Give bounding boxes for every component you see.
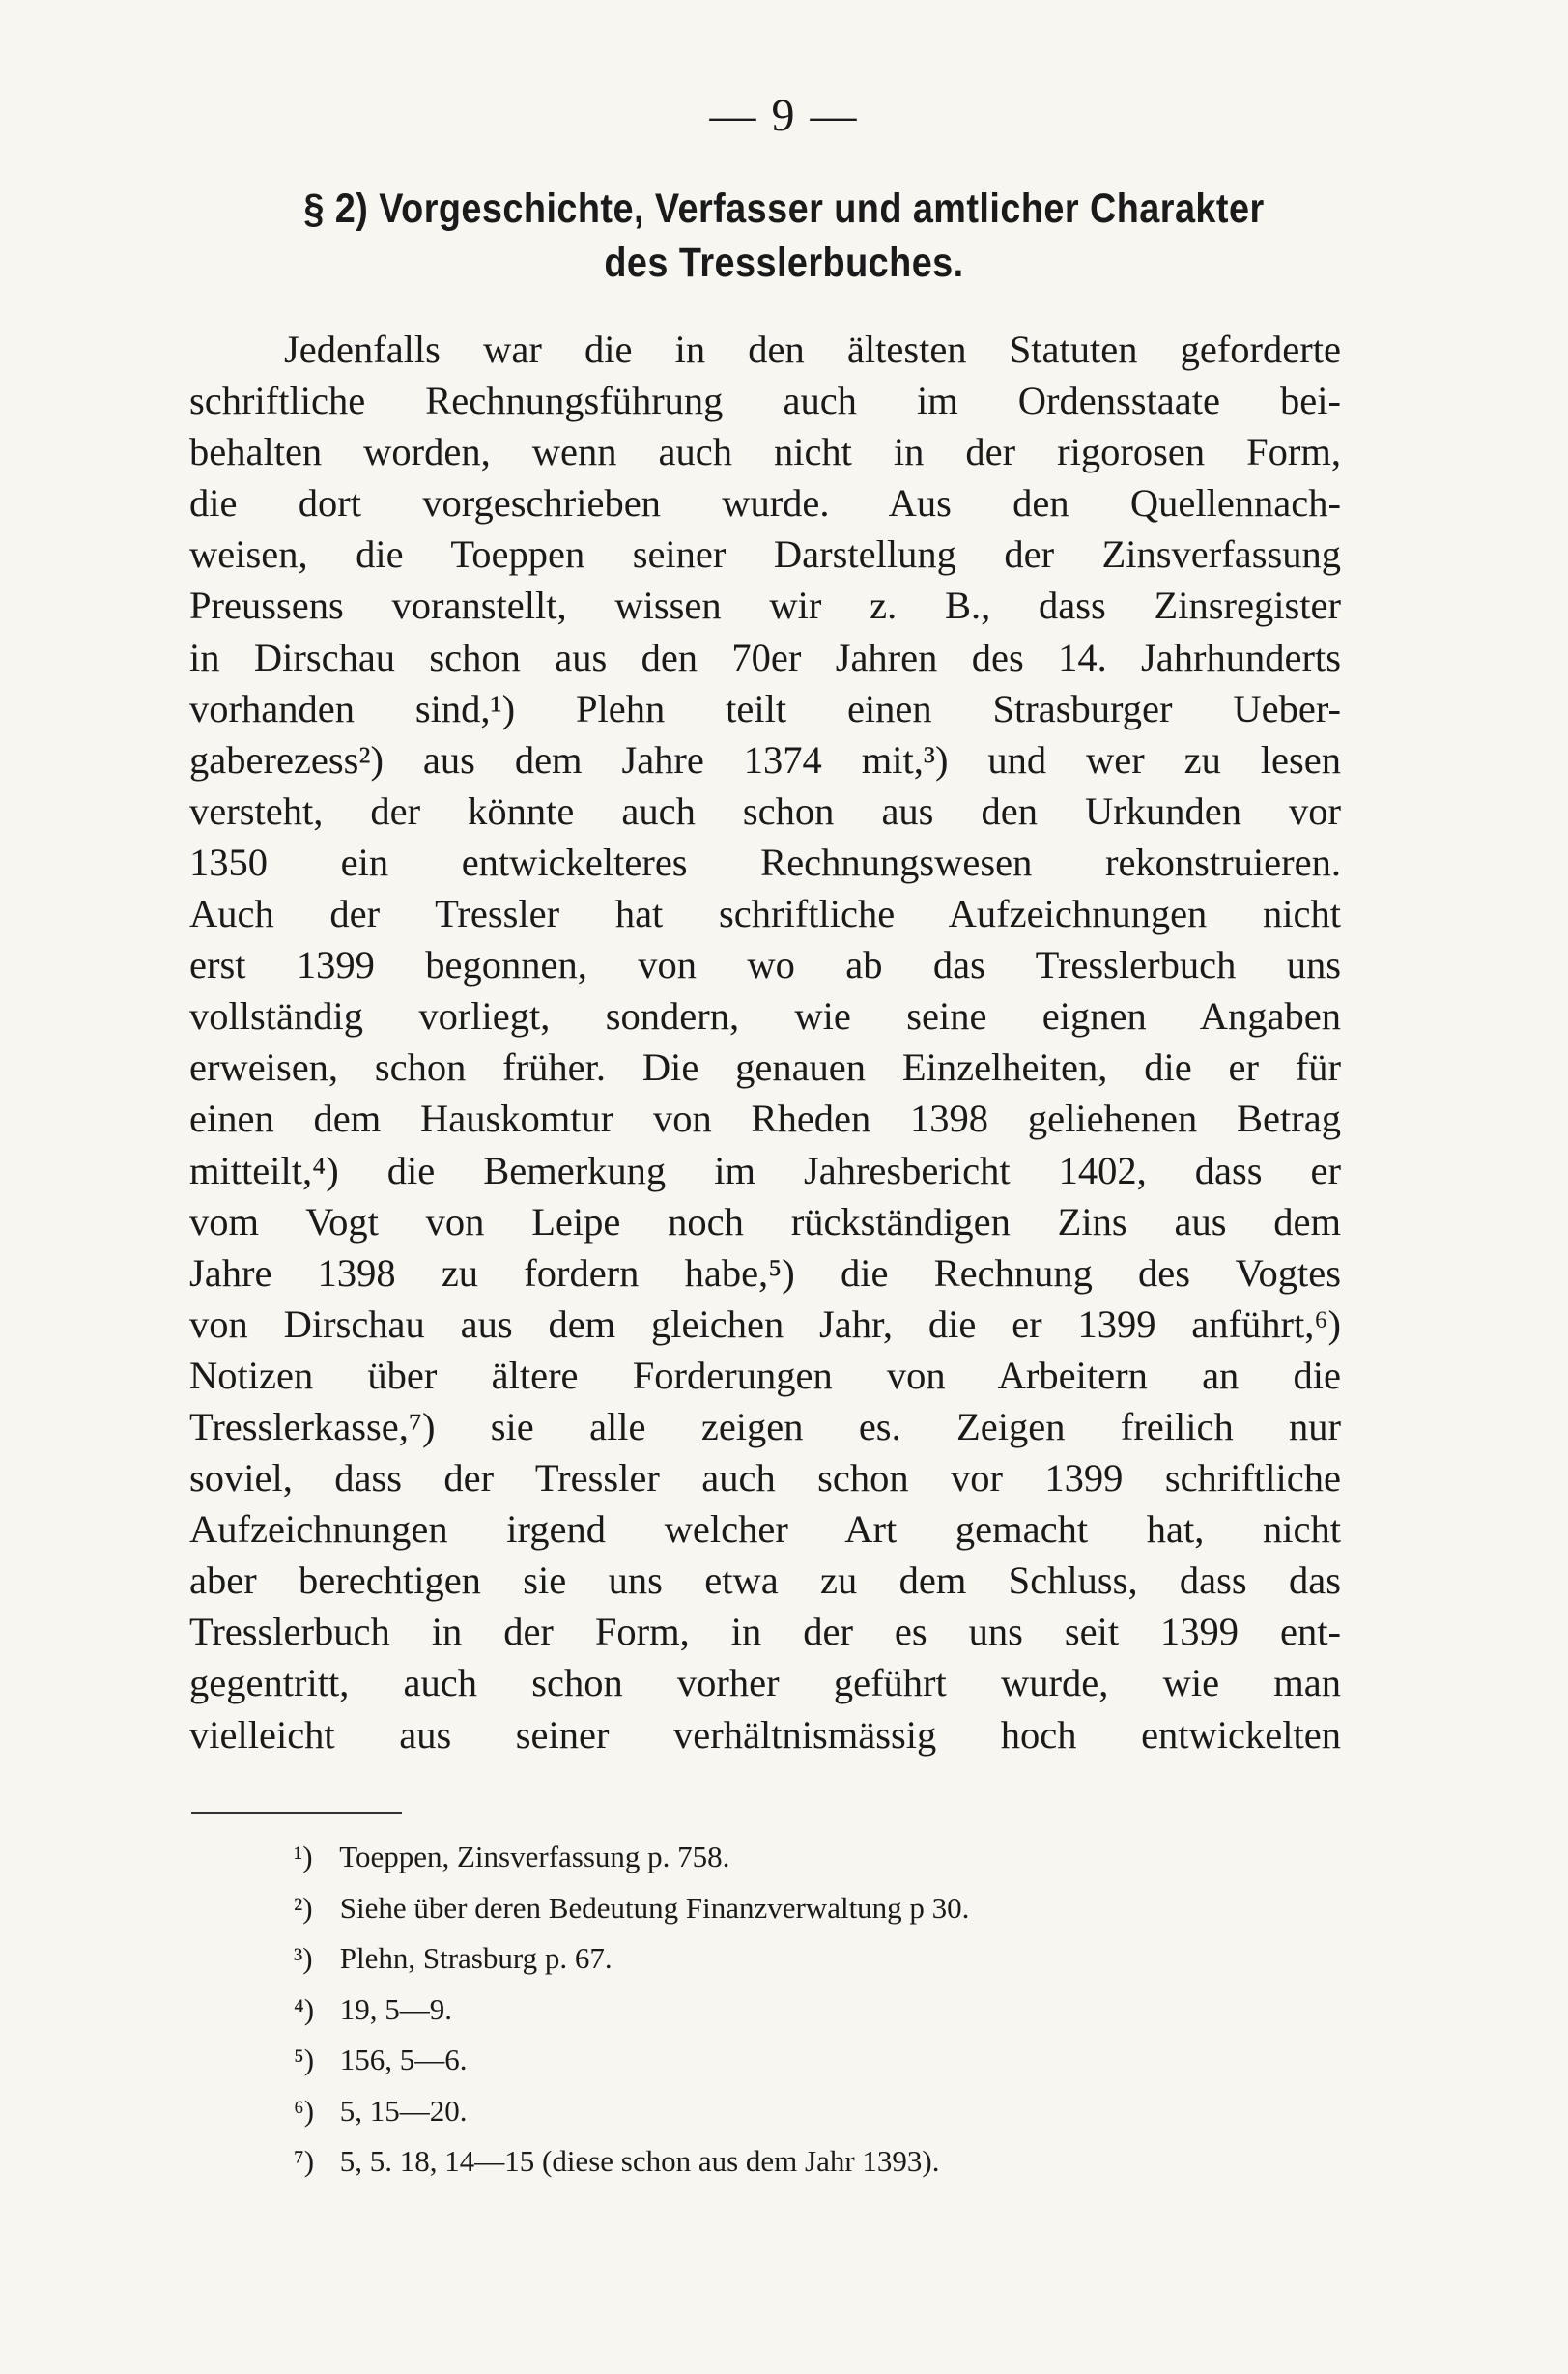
footnote-text: 156, 5—6.: [339, 2043, 468, 2076]
section-heading-line-2: des Tresslerbuches.: [604, 240, 964, 286]
body-paragraph: [189, 324, 1341, 1760]
footnote-mark: ²): [294, 1890, 313, 1925]
body-line: Tresslerbuch in der Form, in der es uns seit 1399 ent-: [189, 1610, 1341, 1654]
body-line: gegentritt, auch schon vorher geführt wurde, wie man: [189, 1661, 1341, 1705]
footnote-text: Toeppen, Zinsverfassung p. 758.: [339, 1840, 730, 1873]
body-line: mitteilt,⁴) die Bemerkung im Jahresbericht 1402, dass er: [189, 1148, 1341, 1192]
footnote-text: 5, 15—20.: [339, 2093, 468, 2128]
footnote-text: Siehe über deren Bedeutung Finanzverwaltung p 30.: [339, 1890, 970, 1925]
footnote-6: [294, 2086, 1337, 2137]
footnote-text: 19, 5—9.: [339, 1991, 452, 2026]
body-line: in Dirschau schon aus den 70er Jahren des 14. Jahrhunderts: [189, 635, 1341, 679]
footnote-5: [294, 2035, 1337, 2086]
footnote-4: [294, 1985, 1337, 2036]
footnote-7: [294, 2136, 1337, 2188]
body-line: erst 1399 begonnen, von wo ab das Tresslerbuch uns: [189, 943, 1341, 987]
body-line: Preussens voranstellt, wissen wir z. B., dass Zinsregister: [189, 584, 1341, 628]
footnote-2: [294, 1883, 1337, 1934]
body-line: gaberezess²) aus dem Jahre 1374 mit,³) und wer zu lesen: [189, 737, 1341, 782]
footnote-mark: ¹): [294, 1840, 313, 1873]
body-line: vielleicht aus seiner verhältnismässig hoch entwickelten: [189, 1712, 1341, 1757]
footnotes: [294, 1832, 1337, 2188]
body-line: 1350 ein entwickelteres Rechnungswesen rekonstruieren.: [189, 840, 1341, 884]
body-line: vollständig vorliegt, sondern, wie seine eignen Angaben: [189, 994, 1341, 1039]
body-line: vorhanden sind,¹) Plehn teilt einen Strasburger Ueber-: [189, 686, 1341, 730]
footnote-mark: ⁵): [294, 2043, 315, 2076]
footnote-mark: ⁶): [294, 2093, 315, 2128]
body-line: soviel, dass der Tressler auch schon vor 1399 schriftliche: [189, 1456, 1341, 1501]
body-line: Tresslerkasse,⁷) sie alle zeigen es. Zeigen freilich nur: [189, 1404, 1341, 1448]
page-number: — 9 —: [709, 90, 859, 141]
body-line: Jedenfalls war die in den ältesten Statuten geforderte: [284, 328, 1341, 371]
body-line: vom Vogt von Leipe noch rückständigen Zins aus dem: [189, 1199, 1341, 1244]
body-line: die dort vorgeschrieben wurde. Aus den Quellennach-: [189, 481, 1341, 526]
body-line: erweisen, schon früher. Die genauen Einzelheiten, die er für: [189, 1045, 1341, 1090]
body-line: schriftliche Rechnungsführung auch im Ordensstaate bei-: [189, 379, 1341, 423]
section-heading: [264, 182, 1303, 290]
body-line: von Dirschau aus dem gleichen Jahr, die er 1399 anführt,⁶): [189, 1301, 1341, 1346]
footnote-text: 5, 5. 18, 14—15 (diese schon aus dem Jahr 1393).: [339, 2144, 940, 2178]
body-line: behalten worden, wenn auch nicht in der rigorosen Form,: [189, 430, 1341, 474]
body-line: aber berechtigen sie uns etwa zu dem Schluss, dass das: [189, 1559, 1341, 1603]
body-line: Auch der Tressler hat schriftliche Aufzeichnungen nicht: [189, 892, 1341, 936]
section-heading-line-1: § 2) Vorgeschichte, Verfasser und amtlicher Charakter: [303, 186, 1265, 232]
footnote-text: Plehn, Strasburg p. 67.: [339, 1941, 613, 1975]
body-line: weisen, die Toeppen seiner Darstellung der Zinsverfassung: [189, 532, 1341, 577]
body-line: Jahre 1398 zu fordern habe,⁵) die Rechnung des Vogtes: [189, 1250, 1341, 1295]
body-line: Aufzeichnungen irgend welcher Art gemacht hat, nicht: [189, 1507, 1341, 1552]
footnote-mark: ⁴): [294, 1991, 315, 2026]
footnote-mark: ³): [294, 1941, 313, 1975]
footnote-mark: ⁷): [294, 2144, 315, 2178]
footnote-1: [294, 1832, 1337, 1883]
body-line: versteht, der könnte auch schon aus den Urkunden vor: [189, 788, 1341, 833]
footnote-divider: [191, 1812, 402, 1814]
footnote-3: [294, 1933, 1337, 1985]
body-line: einen dem Hauskomtur von Rheden 1398 geliehenen Betrag: [189, 1097, 1341, 1141]
body-line: Notizen über ältere Forderungen von Arbeitern an die: [189, 1353, 1341, 1397]
